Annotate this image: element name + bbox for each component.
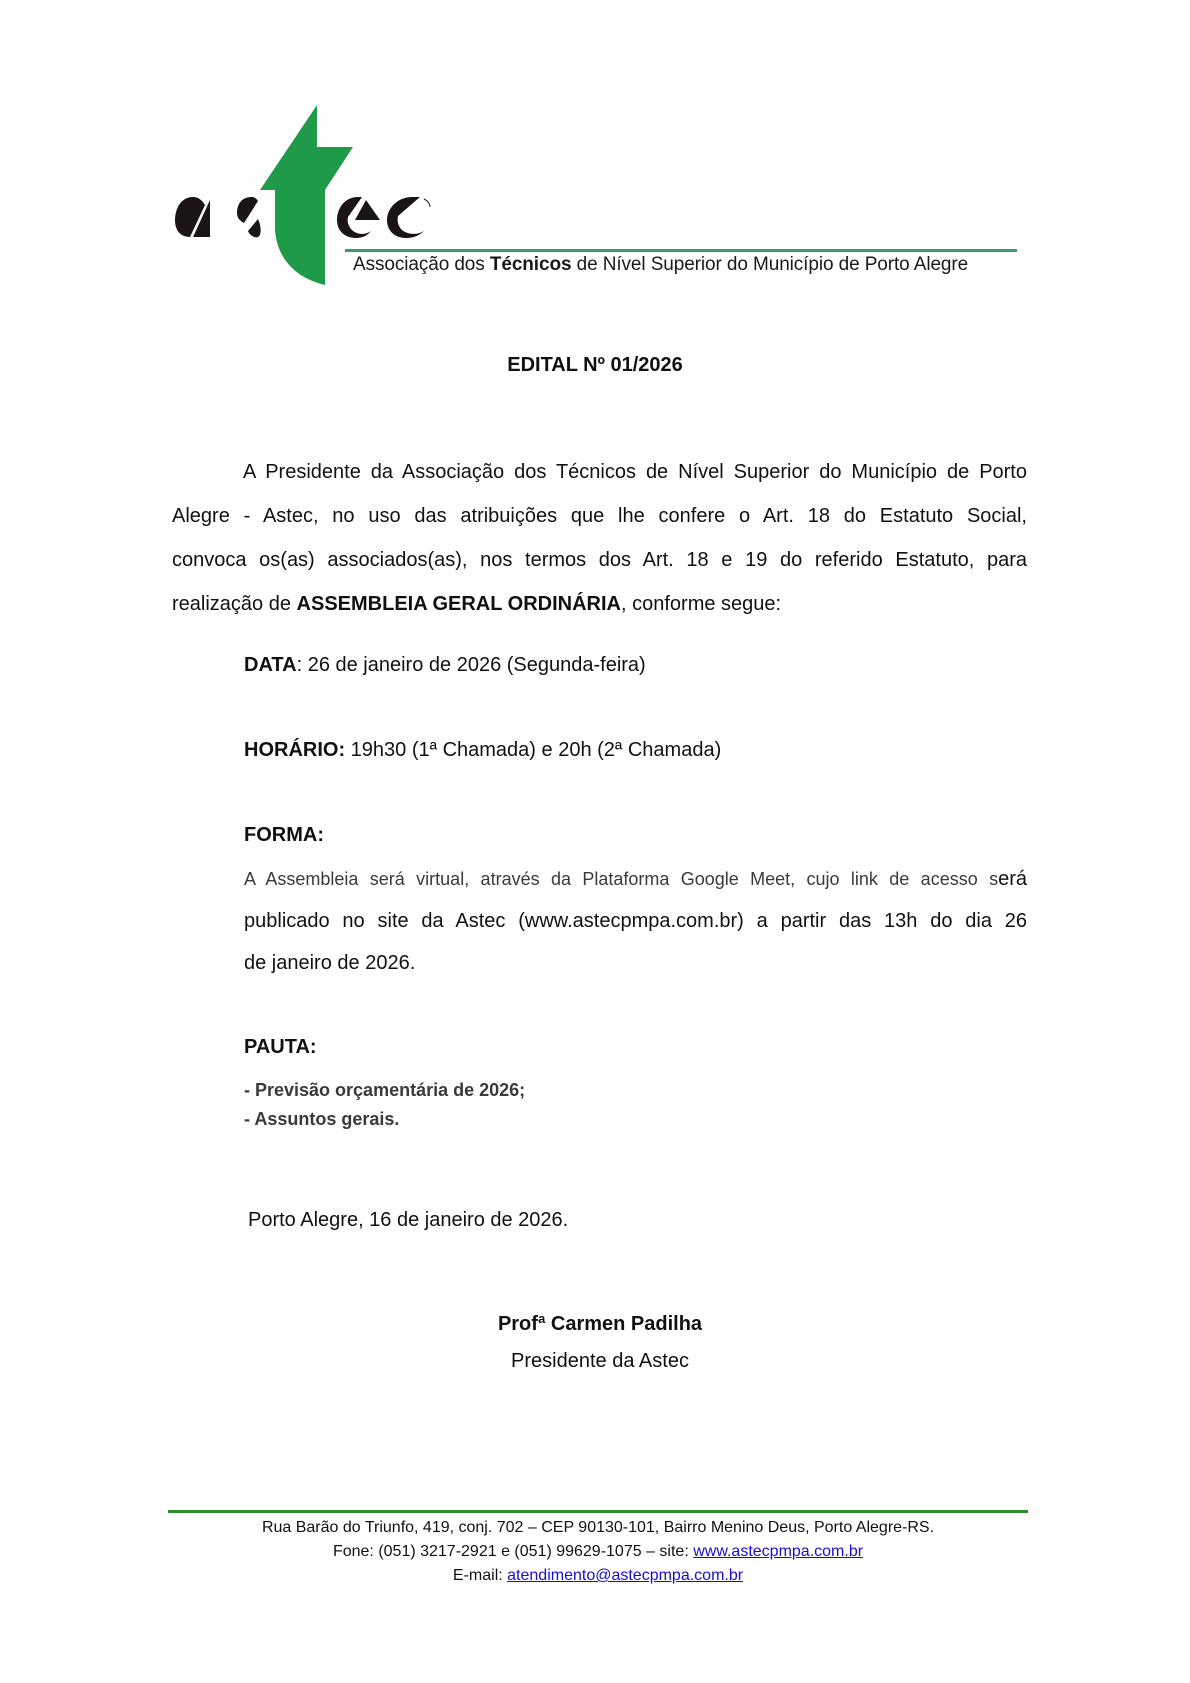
footer-phone: Fone: (051) 3217-2921 e (051) 99629-1075 – site: xyxy=(332,1543,694,1560)
place-date: Porto Alegre, 16 de janeiro de 2026. xyxy=(248,1209,569,1231)
pauta-item: - Previsão orçamentária de 2026; xyxy=(244,1080,526,1100)
intro-line-1: A Presidente da Associação dos Técnicos de Nível Superior do Município de Porto xyxy=(243,461,1027,483)
footer-divider-rule xyxy=(168,1510,1028,1513)
forma-line-1-tail: erá xyxy=(998,868,1027,890)
data-label: DATA xyxy=(244,654,297,676)
forma-label: FORMA: xyxy=(244,824,324,846)
data-field xyxy=(244,654,646,677)
intro-line-3: convoca os(as) associados(as), nos termos dos Art. 18 e 19 do referido Estatuto, para xyxy=(172,549,1027,571)
signatory-name: Profª Carmen Padilha xyxy=(497,1313,703,1335)
logo-letter-e xyxy=(337,197,380,238)
footer-phone-line xyxy=(0,1543,1190,1561)
pauta-label: PAUTA: xyxy=(244,1036,317,1058)
logo-divider-rule xyxy=(345,249,1017,252)
assembly-type: ASSEMBLEIA GERAL ORDINÁRIA xyxy=(296,593,621,615)
tagline-text-pre: Associação dos xyxy=(353,254,490,275)
footer-email-link[interactable]: atendimento@astecpmpa.com.br xyxy=(507,1567,744,1584)
document-title: EDITAL Nº 01/2026 xyxy=(507,354,683,376)
forma-line-1 xyxy=(244,868,1027,891)
logo-t-shape xyxy=(260,105,353,285)
horario-value: 19h30 (1ª Chamada) e 20h (2ª Chamada) xyxy=(345,739,722,761)
horario-label: HORÁRIO: xyxy=(244,739,346,761)
horario-field xyxy=(244,739,721,762)
forma-line-2: publicado no site da Astec (www.astecpmpa.com.br) a partir das 13h do dia 26 xyxy=(244,910,1027,932)
footer-address: Rua Barão do Triunfo, 419, conj. 702 – CEP 90130-101, Bairro Menino Deus, Porto Alegre-RS. xyxy=(261,1519,935,1536)
logo-tagline xyxy=(353,254,968,276)
logo-letter-c xyxy=(387,197,430,238)
pauta-item: - Assuntos gerais. xyxy=(244,1109,400,1129)
logo-letter-s xyxy=(237,197,261,237)
footer-email-line xyxy=(0,1567,1190,1585)
footer-email-label: E-mail: xyxy=(452,1567,508,1584)
intro-line-4-post: , conforme segue: xyxy=(621,593,782,615)
forma-line-3: de janeiro de 2026. xyxy=(244,952,416,974)
logo-letter-a xyxy=(175,197,210,237)
signatory-role: Presidente da Astec xyxy=(511,1350,689,1372)
intro-line-4-pre: realização de xyxy=(172,593,297,615)
intro-line-4 xyxy=(172,591,1027,617)
footer-site-link[interactable]: www.astecpmpa.com.br xyxy=(693,1543,864,1560)
intro-line-2: Alegre - Astec, no uso das atribuições que lhe confere o Art. 18 do Estatuto Social, xyxy=(172,505,1027,527)
forma-line-1-text: A Assembleia será virtual, através da Plataforma Google Meet, cujo link de acesso s xyxy=(244,869,999,889)
data-value: : 26 de janeiro de 2026 (Segunda-feira) xyxy=(296,654,646,676)
tagline-text-bold: Técnicos xyxy=(489,254,572,275)
tagline-text-post: de Nível Superior do Município de Porto Alegre xyxy=(571,254,969,275)
